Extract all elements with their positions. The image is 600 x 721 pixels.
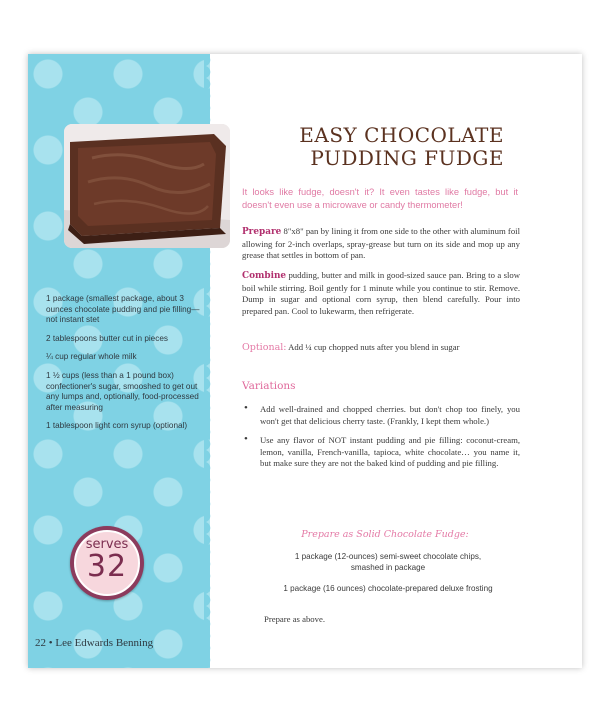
- solid-ingredient: 1 package (12-ounces) semi-sweet chocolate chips, smashed in package: [294, 552, 482, 572]
- bullet-icon: •: [244, 433, 248, 446]
- ingredient-list: [46, 294, 206, 440]
- page-footer: 22 • Lee Edwards Benning: [35, 637, 154, 649]
- combine-step: [242, 270, 520, 317]
- variation-text: Add well-drained and chopped cherries. but don't chop too finely, you won't get that delicious cherry taste. (Frankly, I kept them whole.): [260, 404, 520, 426]
- ingredient-item: 1 package (smallest package, about 3 ounces chocolate pudding and pie filling—not instant stet: [46, 294, 200, 325]
- variations-heading: Variations: [242, 380, 296, 392]
- fudge-image: [64, 124, 230, 248]
- optional-text: Add ¼ cup chopped nuts after you blend in sugar: [286, 342, 460, 352]
- ingredient-item: ¼ cup regular whole milk: [46, 352, 137, 362]
- serves-count: 32: [86, 549, 128, 584]
- prepare-text: 8"x8" pan by lining it from one side to the other with aluminum foil allowing for 2-inch overlaps, spray-grease but turn on its side and mop up any grease that settles in bottom of pan.: [242, 226, 520, 261]
- combine-lead: Combine: [242, 271, 287, 281]
- fudge-photo: [64, 124, 230, 248]
- ingredient-item: 1 tablespoon light corn syrup (optional): [46, 421, 188, 431]
- ingredient-item: 1 ½ cups (less than a 1 pound box) confectioner's sugar, smooshed to get out any lumps and, optionally, food-processed after measuring: [46, 370, 199, 412]
- combine-text: pudding, butter and milk in good-sized sauce pan. Bring to a slow boil while stirring. Boil gently for 1 minute while you continue to stir. Remove. Dump in sugar and optional corn syrup, then blend carefully. Pour into prepared pan. Cool to lukewarm, then refrigerate.: [242, 270, 520, 316]
- optional-note: [242, 342, 520, 354]
- prepare-lead: Prepare: [242, 227, 282, 237]
- serves-badge-inner: [74, 530, 140, 596]
- list-item: [242, 404, 520, 427]
- variation-text: Use any flavor of NOT instant pudding and pie filling: coconut-cream, lemon, vanilla, French-vanilla, tapioca, white chocolate… you name it, but make sure they are not the baked kind of pudding and pie filling.: [260, 435, 520, 469]
- ingredient-item: 2 tablespoons butter cut in pieces: [46, 333, 168, 343]
- title-line-2: PUDDING FUDGE: [310, 146, 504, 170]
- solid-ingredient: 1 package (16 ounces) chocolate-prepared deluxe frosting: [283, 584, 493, 593]
- serves-label: serves: [85, 537, 129, 552]
- bullet-icon: •: [244, 402, 248, 414]
- prepare-step: [242, 226, 520, 262]
- solid-fudge-heading: Prepare as Solid Chocolate Fudge:: [301, 529, 469, 540]
- prepare-above-note: Prepare as above.: [264, 614, 326, 624]
- recipe-intro: It looks like fudge, doesn't it? It even tastes like fudge, but it doesn't even use a microwave or candy thermometer!: [242, 187, 518, 210]
- recipe-title: [240, 124, 504, 170]
- cookbook-page: [28, 54, 582, 668]
- serves-badge: [70, 526, 144, 600]
- title-line-1: EASY CHOCOLATE: [299, 123, 504, 147]
- list-item: [242, 435, 520, 470]
- optional-lead: Optional:: [242, 342, 287, 353]
- variations-list: [242, 404, 520, 478]
